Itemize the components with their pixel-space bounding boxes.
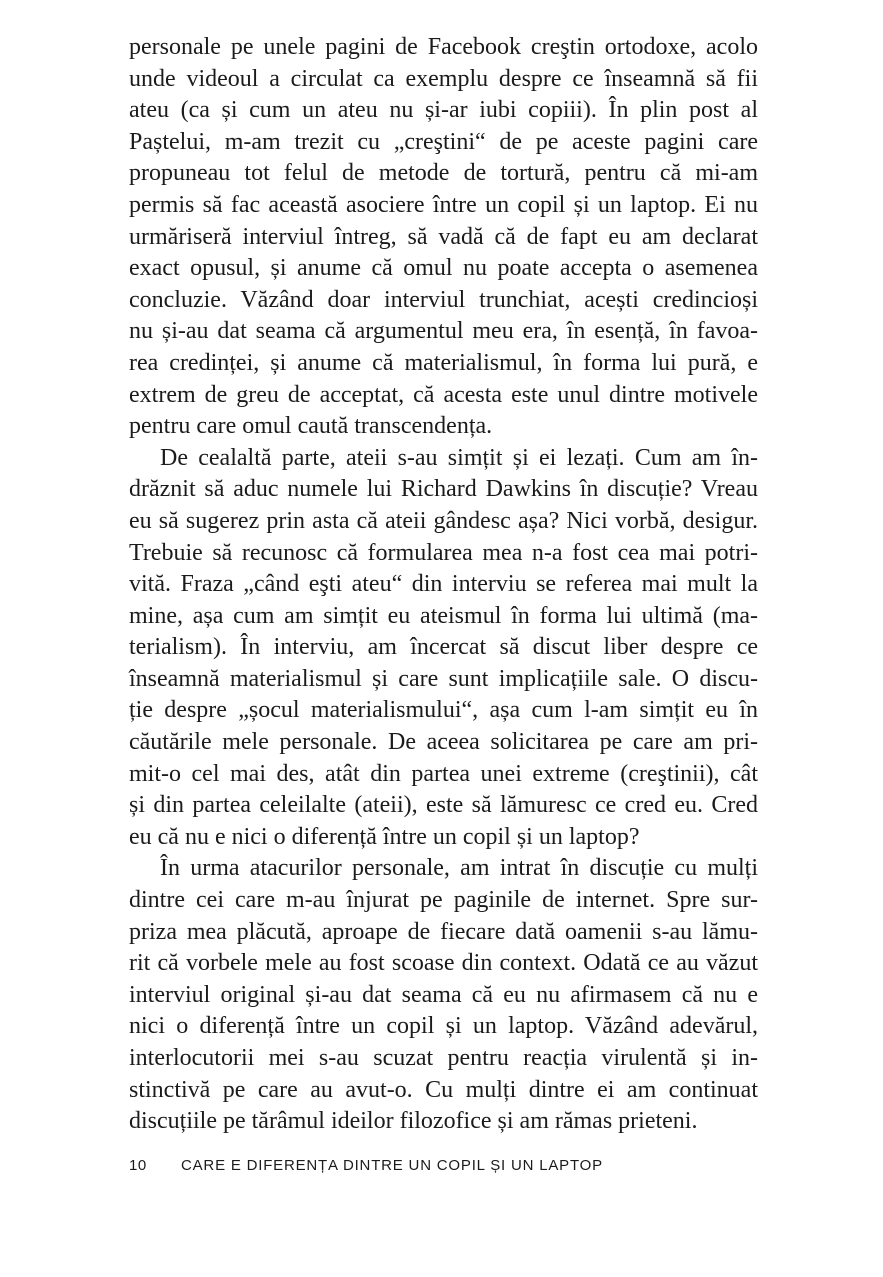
text-line: interviul original și-au dat seama că eu nu afirmasem că nu e xyxy=(129,981,758,1008)
running-footer xyxy=(129,1156,758,1176)
text-line: mine, așa cum am simțit eu ateismul în forma lui ultimă (ma- xyxy=(129,602,758,629)
text-line: priza mea plăcută, aproape de fiecare dată oamenii s-au lămu- xyxy=(129,918,758,945)
text-line: dintre cei care m-au înjurat pe paginile de internet. Spre sur- xyxy=(129,887,758,914)
body-text xyxy=(129,32,758,1138)
paragraph xyxy=(129,443,758,854)
text-line: rit că vorbele mele au fost scoase din context. Odată ce au văzut xyxy=(129,950,758,977)
text-line: rea credinței, și anume că materialismul, în forma lui pură, e xyxy=(129,349,758,376)
text-line: permis să fac această asociere între un copil și un laptop. Ei nu xyxy=(129,191,758,218)
text-line: ateu (ca și cum un ateu nu și-ar iubi copiii). În plin post al xyxy=(129,97,758,124)
text-line: discuțiile pe tărâmul ideilor filozofice și am rămas prieteni. xyxy=(129,1108,698,1135)
text-line: căutările mele personale. De aceea solicitarea pe care am pri- xyxy=(129,729,758,756)
text-line: Paștelui, m-am trezit cu „creştini“ de pe aceste pagini care xyxy=(129,128,758,155)
text-line: nici o diferență între un copil și un laptop. Văzând adevărul, xyxy=(129,1013,758,1040)
text-line: propuneau tot felul de metode de tortură, pentru că mi-am xyxy=(129,160,758,187)
text-line: eu să sugerez prin asta că ateii gândesc așa? Nici vorbă, desigur. xyxy=(129,507,758,534)
text-line: concluzie. Văzând doar interviul trunchiat, acești credincioși xyxy=(129,286,758,313)
text-line: stinctivă pe care au avut-o. Cu mulți dintre ei am continuat xyxy=(129,1076,758,1103)
paragraph xyxy=(129,32,758,443)
text-line: În urma atacurilor personale, am intrat în discuție cu mulți xyxy=(160,855,758,882)
text-line: ție despre „șocul materialismului“, așa cum l-am simțit eu în xyxy=(129,697,758,724)
text-line: terialism). În interviu, am încercat să discut liber despre ce xyxy=(129,634,758,661)
text-line: extrem de greu de acceptat, că acesta este unul dintre motivele xyxy=(129,381,758,408)
text-line: și din partea celeilalte (ateii), este să lămuresc ce cred eu. Cred xyxy=(129,792,758,819)
text-line: unde videoul a circulat ca exemplu despre ce înseamnă să fii xyxy=(129,65,758,92)
text-line: nu și-au dat seama că argumentul meu era, în esență, în favoa- xyxy=(129,318,758,345)
running-title: CARE E DIFERENȚA DINTRE UN COPIL ȘI UN LAPTOP xyxy=(181,1157,603,1174)
paragraph xyxy=(129,853,758,1137)
text-line: De cealaltă parte, ateii s-au simțit și ei lezați. Cum am în- xyxy=(160,444,758,471)
text-line: urmăriseră interviul întreg, să vadă că de fapt eu am declarat xyxy=(129,223,758,250)
text-line: vită. Fraza „când eşti ateu“ din interviu se referea mai mult la xyxy=(129,571,758,598)
text-line: personale pe unele pagini de Facebook creştin ortodoxe, acolo xyxy=(129,34,758,60)
text-line: interlocutorii mei s-au scuzat pentru reacția virulentă și in- xyxy=(129,1045,758,1071)
text-line: mit-o cel mai des, atât din partea unei extreme (creştinii), cât xyxy=(129,760,758,787)
text-line: eu că nu e nici o diferență între un copil și un laptop? xyxy=(129,823,640,850)
text-line: înseamnă materialismul și care sunt implicațiile sale. O discu- xyxy=(129,665,758,692)
text-line: exact opusul, și anume că omul nu poate accepta o asemenea xyxy=(129,255,758,282)
page-number: 10 xyxy=(129,1157,147,1174)
text-line: pentru care omul caută transcendența. xyxy=(129,413,493,440)
text-line: Trebuie să recunosc că formularea mea n-a fost cea mai potri- xyxy=(129,539,758,566)
text-line: drăznit să aduc numele lui Richard Dawkins în discuție? Vreau xyxy=(129,476,758,503)
